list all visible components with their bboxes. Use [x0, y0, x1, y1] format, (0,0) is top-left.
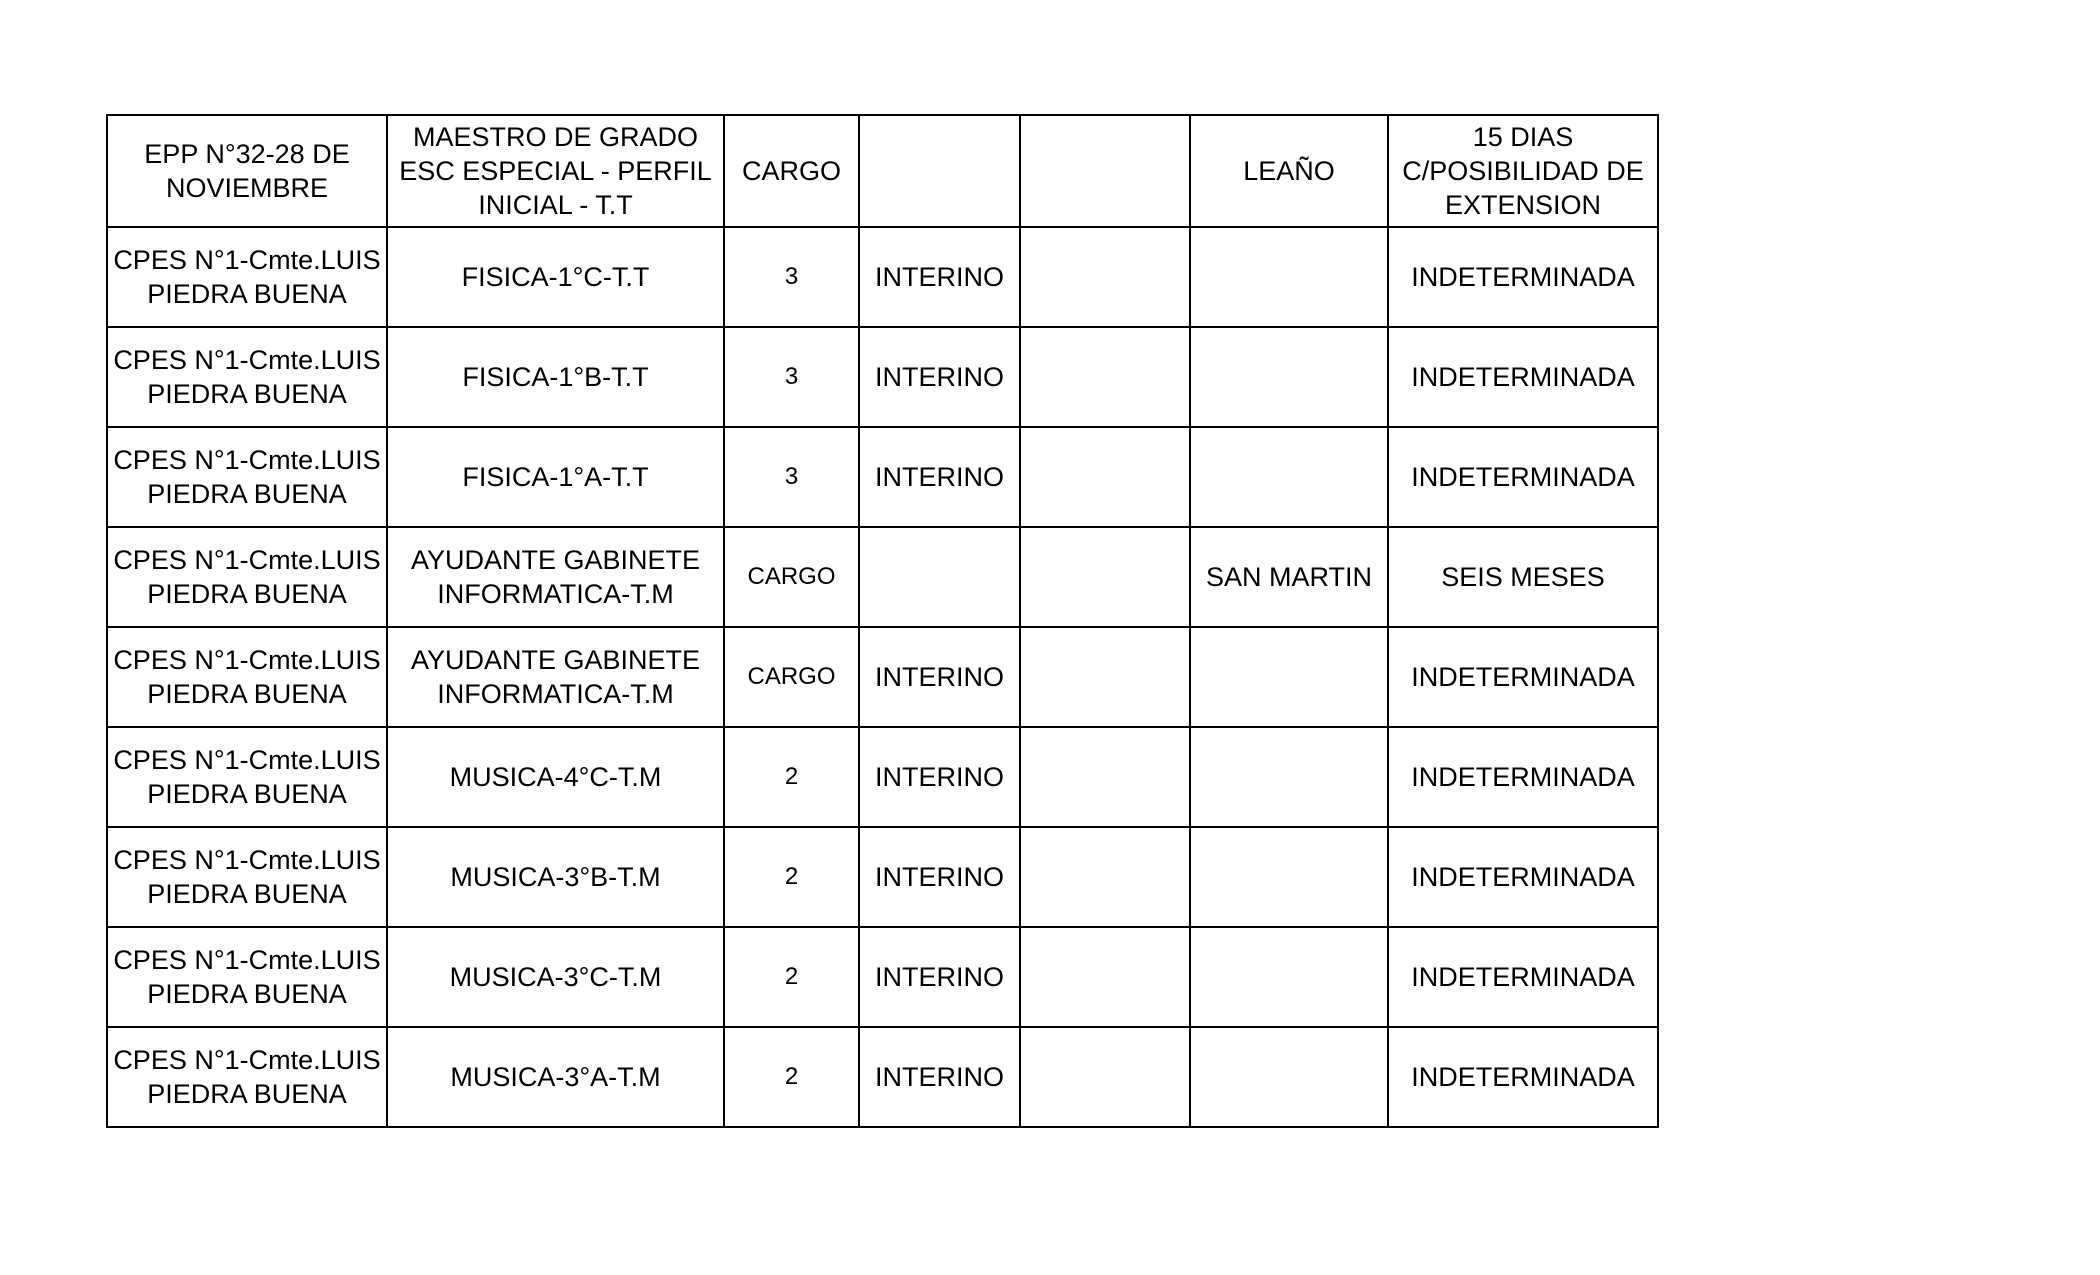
cell-blank	[1020, 527, 1190, 627]
cell-subject	[387, 1027, 724, 1127]
cell-duration-text: INDETERMINADA	[1411, 962, 1635, 992]
cell-subject-text: FISICA-1°B-T.T	[462, 362, 649, 392]
cell-name	[1190, 927, 1388, 1027]
cell-subject-text: AYUDANTE GABINETE INFORMATICA-T.M	[410, 545, 701, 609]
positions-table	[106, 114, 1659, 1128]
cell-status	[859, 1027, 1020, 1127]
cell-status	[859, 927, 1020, 1027]
cell-duration	[1388, 627, 1658, 727]
cell-status-text: INTERINO	[874, 862, 1004, 892]
cell-hours-text: CARGO	[747, 663, 836, 690]
cell-school	[107, 327, 387, 427]
cell-school-text: CPES N°1-Cmte.LUIS PIEDRA BUENA	[113, 445, 381, 509]
cell-hours-text: CARGO	[747, 563, 836, 590]
cell-status-text: INTERINO	[874, 262, 1004, 292]
cell-school-text: CPES N°1-Cmte.LUIS PIEDRA BUENA	[113, 245, 381, 309]
cell-name	[1190, 427, 1388, 527]
cell-name	[1190, 227, 1388, 327]
cell-school-text: CPES N°1-Cmte.LUIS PIEDRA BUENA	[113, 945, 381, 1009]
header-blank-cell	[1020, 115, 1190, 227]
header-name-cell	[1190, 115, 1388, 227]
cell-name	[1190, 1027, 1388, 1127]
cell-status-text: INTERINO	[874, 662, 1004, 692]
cell-subject	[387, 527, 724, 627]
cell-hours	[724, 1027, 859, 1127]
cell-subject-text: FISICA-1°A-T.T	[462, 462, 649, 492]
cell-hours	[724, 227, 859, 327]
cell-status	[859, 427, 1020, 527]
cell-name	[1190, 327, 1388, 427]
header-status-cell	[859, 115, 1020, 227]
cell-subject	[387, 627, 724, 727]
cell-subject-text: MUSICA-3°A-T.M	[450, 1062, 661, 1092]
cell-status	[859, 827, 1020, 927]
table-row	[107, 1027, 1658, 1127]
header-name-text: LEAÑO	[1243, 156, 1335, 186]
cell-hours	[724, 327, 859, 427]
cell-duration-text: SEIS MESES	[1441, 562, 1605, 592]
cell-name	[1190, 827, 1388, 927]
cell-name	[1190, 527, 1388, 627]
cell-school	[107, 527, 387, 627]
cell-duration	[1388, 727, 1658, 827]
cell-duration-text: INDETERMINADA	[1411, 762, 1635, 792]
cell-hours	[724, 827, 859, 927]
cell-status-text: INTERINO	[874, 462, 1004, 492]
cell-name	[1190, 727, 1388, 827]
cell-status-text: INTERINO	[874, 762, 1004, 792]
cell-school	[107, 1027, 387, 1127]
cell-duration-text: INDETERMINADA	[1411, 662, 1635, 692]
cell-name-text: SAN MARTIN	[1205, 562, 1373, 592]
header-duration-text: 15 DIAS C/POSIBILIDAD DE EXTENSION	[1402, 122, 1644, 220]
cell-hours-text: 3	[784, 463, 799, 490]
cell-duration	[1388, 927, 1658, 1027]
header-hours-text: CARGO	[741, 156, 841, 186]
cell-status-text: INTERINO	[874, 1062, 1004, 1092]
table-body	[107, 115, 1658, 1127]
cell-blank	[1020, 827, 1190, 927]
cell-hours-text: 2	[784, 863, 799, 890]
table-row	[107, 227, 1658, 327]
cell-school-text: CPES N°1-Cmte.LUIS PIEDRA BUENA	[113, 345, 381, 409]
header-school-cell	[107, 115, 387, 227]
cell-duration-text: INDETERMINADA	[1411, 862, 1635, 892]
cell-hours-text: 2	[784, 963, 799, 990]
cell-duration	[1388, 827, 1658, 927]
cell-subject	[387, 227, 724, 327]
cell-duration	[1388, 227, 1658, 327]
cell-hours	[724, 527, 859, 627]
cell-status	[859, 227, 1020, 327]
cell-subject	[387, 827, 724, 927]
cell-subject	[387, 727, 724, 827]
cell-blank	[1020, 627, 1190, 727]
cell-hours	[724, 927, 859, 1027]
table-row	[107, 827, 1658, 927]
cell-duration-text: INDETERMINADA	[1411, 462, 1635, 492]
cell-school	[107, 427, 387, 527]
cell-subject	[387, 327, 724, 427]
cell-duration	[1388, 327, 1658, 427]
cell-duration	[1388, 427, 1658, 527]
cell-blank	[1020, 427, 1190, 527]
cell-duration-text: INDETERMINADA	[1411, 262, 1635, 292]
cell-subject-text: FISICA-1°C-T.T	[461, 262, 650, 292]
cell-school-text: CPES N°1-Cmte.LUIS PIEDRA BUENA	[113, 1045, 381, 1109]
cell-status	[859, 627, 1020, 727]
cell-status	[859, 527, 1020, 627]
header-subject-text: MAESTRO DE GRADO ESC ESPECIAL - PERFIL INICIAL - T.T	[399, 122, 712, 220]
table-row	[107, 727, 1658, 827]
cell-school-text: CPES N°1-Cmte.LUIS PIEDRA BUENA	[113, 845, 381, 909]
cell-hours	[724, 627, 859, 727]
cell-subject	[387, 927, 724, 1027]
cell-blank	[1020, 927, 1190, 1027]
cell-school	[107, 927, 387, 1027]
header-hours-cell	[724, 115, 859, 227]
cell-hours-text: 2	[784, 763, 799, 790]
table-row	[107, 427, 1658, 527]
cell-hours-text: 2	[784, 1063, 799, 1090]
cell-blank	[1020, 327, 1190, 427]
cell-blank	[1020, 227, 1190, 327]
table-row	[107, 627, 1658, 727]
cell-subject-text: AYUDANTE GABINETE INFORMATICA-T.M	[410, 645, 701, 709]
cell-hours	[724, 727, 859, 827]
cell-school	[107, 827, 387, 927]
cell-status-text: INTERINO	[874, 362, 1004, 392]
cell-name	[1190, 627, 1388, 727]
cell-school	[107, 227, 387, 327]
table-row	[107, 327, 1658, 427]
cell-school	[107, 727, 387, 827]
cell-school-text: CPES N°1-Cmte.LUIS PIEDRA BUENA	[113, 645, 381, 709]
table-row	[107, 927, 1658, 1027]
cell-status	[859, 727, 1020, 827]
cell-hours-text: 3	[784, 363, 799, 390]
header-duration-cell	[1388, 115, 1658, 227]
cell-hours	[724, 427, 859, 527]
cell-school-text: CPES N°1-Cmte.LUIS PIEDRA BUENA	[113, 545, 381, 609]
cell-subject	[387, 427, 724, 527]
cell-subject-text: MUSICA-3°C-T.M	[449, 962, 662, 992]
cell-duration	[1388, 527, 1658, 627]
cell-duration-text: INDETERMINADA	[1411, 362, 1635, 392]
cell-duration	[1388, 1027, 1658, 1127]
cell-school-text: CPES N°1-Cmte.LUIS PIEDRA BUENA	[113, 745, 381, 809]
table-row	[107, 527, 1658, 627]
header-row	[107, 115, 1658, 227]
cell-duration-text: INDETERMINADA	[1411, 1062, 1635, 1092]
cell-hours-text: 3	[784, 263, 799, 290]
cell-status-text: INTERINO	[874, 962, 1004, 992]
cell-subject-text: MUSICA-3°B-T.M	[450, 862, 661, 892]
cell-blank	[1020, 727, 1190, 827]
cell-status	[859, 327, 1020, 427]
header-school-text: EPP N°32-28 DE NOVIEMBRE	[144, 139, 350, 203]
cell-blank	[1020, 1027, 1190, 1127]
cell-subject-text: MUSICA-4°C-T.M	[449, 762, 662, 792]
cell-school	[107, 627, 387, 727]
header-subject-cell	[387, 115, 724, 227]
